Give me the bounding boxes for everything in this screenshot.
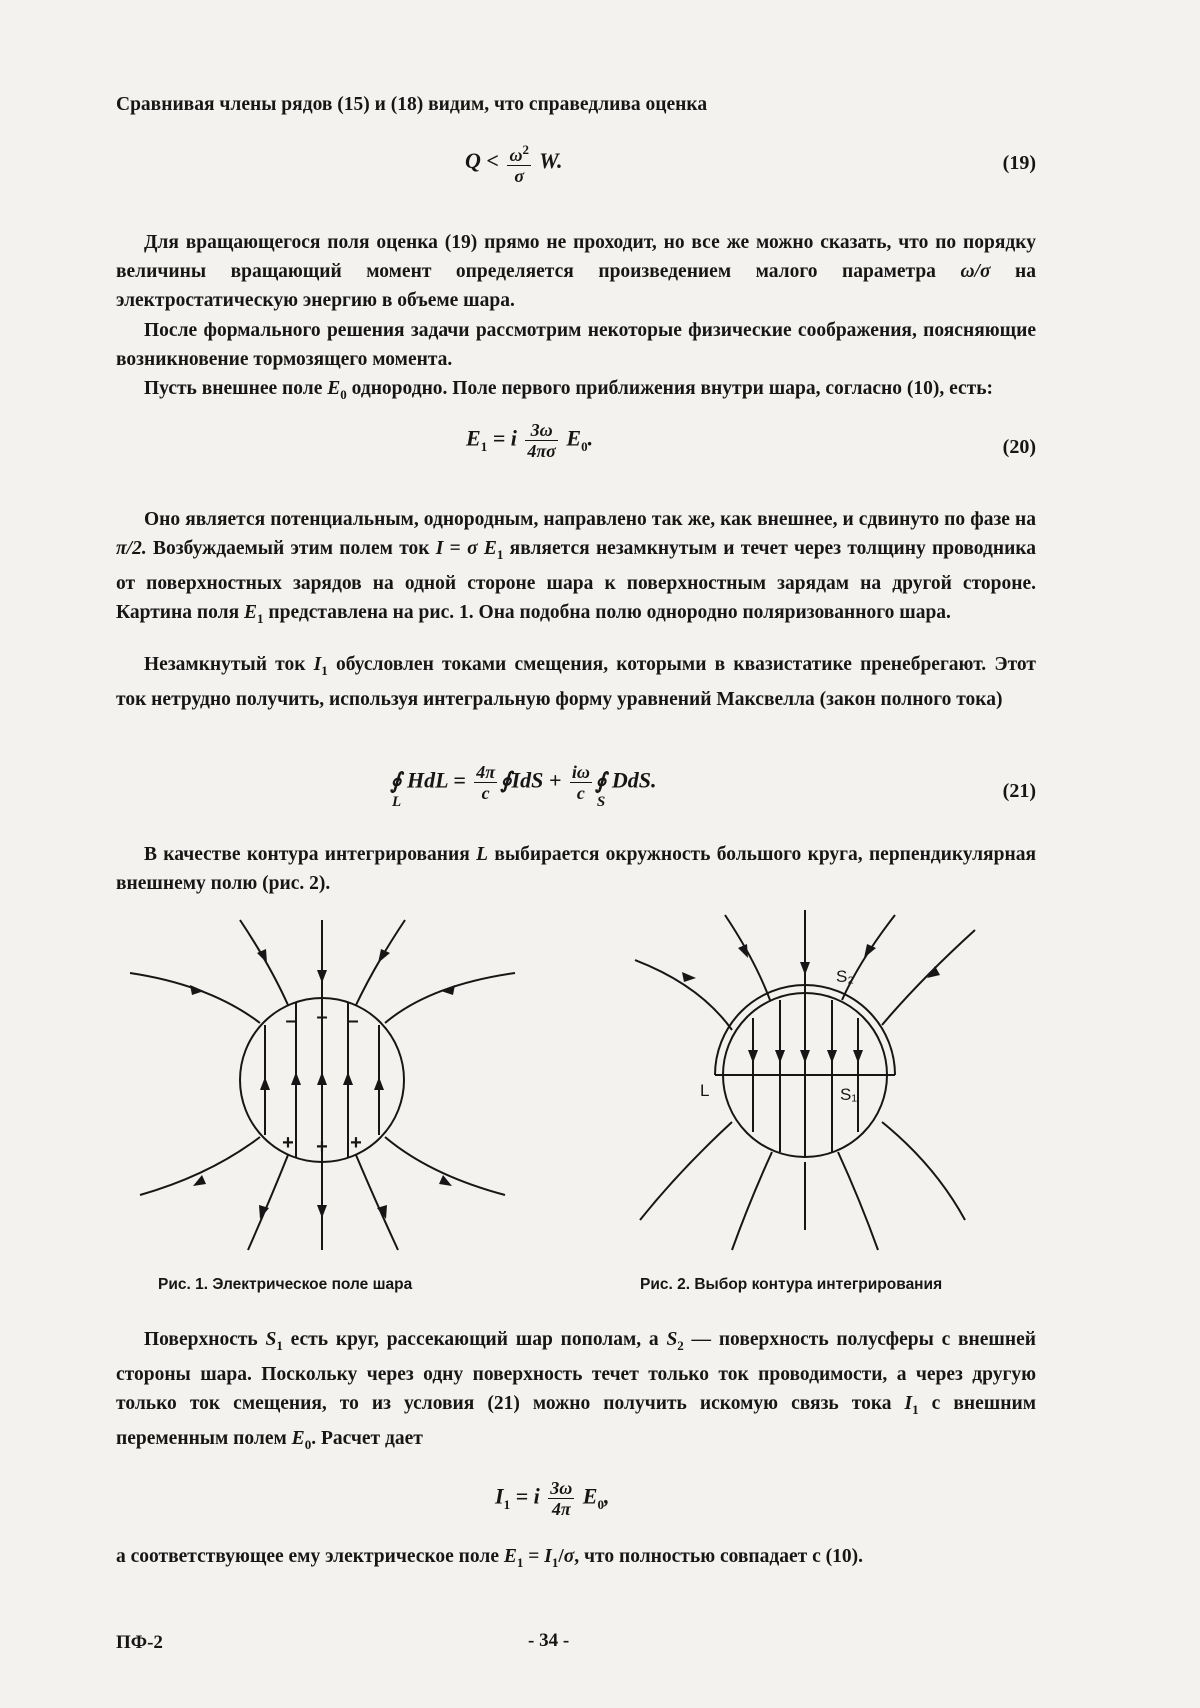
paragraph-5: Оно является потенциальным, однородным, направлено так же, как внешнее, и сдвинуто по фазе на π/2. Возбуждаемый этим полем ток I = σ $E_1$ является незамкнутым и течет через толщину проводника от поверхностных зарядов на одной стороне шара к поверхностным зарядам на другой стороне. Картина поля $E_1$ представлена на рис. 1. Она подобна полю однородно поляризованного шара. [116,509,1037,626]
paragraph-1 [116,90,1036,119]
paragraph-4: Пусть внешнее поле $E_0$ однородно. Поле первого приближения внутри шара, согласно (10), есть: [144,378,993,402]
page-number: - 34 - [528,1630,570,1651]
figure-1-plus-label: + [316,1136,328,1158]
equation-20-number: (20) [1002,436,1036,458]
figure-1-minus-label: – [285,1010,297,1032]
figure-2-S1-label: S₁ [840,1085,858,1104]
figure-1-minus-label: – [316,1006,328,1028]
figure-1-electric-field-of-sphere [120,905,580,1265]
figure-1-plus-label: + [282,1132,294,1154]
equation-19: Q < $\frac{\omega^2}{\sigma}$ W. [465,142,563,186]
footer-code: ПФ-2 [116,1632,163,1653]
equation-21: ∮ L HdL = $\frac{4\pi}{c}$ ∮IdS + $\frac{i\omega}{c}$ ∮ S DdS. [390,762,657,810]
paragraph-2: Для вращающегося поля оценка (19) прямо не проходит, но все же можно сказать, что по порядку величины вращающий момент определяется произведением малого параметра ω/σ на электростатическую энергию в объеме шара. [116,232,1036,311]
paragraph-6: Незамкнутый ток $I_1$ обусловлен токами смещения, которыми в квазистатике пренебрегают. Этот ток нетрудно получить, используя интегральную форму уравнений Максвелла (закон полного тока) [116,654,1036,710]
paragraph-1-text: Сравнивая члены рядов (15) и (18) видим, что справедлива оценка [116,94,708,115]
paragraph-3: После формального решения задачи рассмотрим некоторые физические соображения, поясняющие возникновение тормозящего момента. [116,320,1036,370]
equation-19-number: (19) [1002,152,1036,174]
equation-current: $I_1 = i$ $\frac{3\omega}{4\pi}$ $E_0$, [495,1478,610,1519]
figure-2-S2-label: S₂ [836,967,854,986]
figure-2-integration-contour [620,900,1040,1260]
paragraph-9: а соответствующее ему электрическое поле $E_1 = I_1/\sigma$, что полностью совпадает с (10). [116,1546,864,1570]
paragraph-7: В качестве контура интегрирования L выбирается окружность большого круга, перпендикулярная внешнему полю (рис. 2). [116,844,1036,894]
figure-2-L-label: L [700,1081,710,1100]
figure-2-caption: Рис. 2. Выбор контура интегрирования [640,1276,943,1293]
paragraph-8: Поверхность $S_1$ есть круг, рассекающий шар пополам, а $S_2$ — поверхность полусферы с внешней стороны шара. Поскольку через одну поверхность течет только ток проводимости, а через другую только ток смещения, то из условия (21) можно получить искомую связь тока $I_1$ с внешним переменным полем $E_0$. Расчет дает [116,1329,1037,1452]
equation-21-number: (21) [1002,780,1036,802]
figure-1-plus-label: + [350,1132,362,1154]
equation-20: $E_1 = i$ $\frac{3\omega}{4\pi\sigma}$ $E_0$. [466,420,594,461]
figure-1-caption: Рис. 1. Электрическое поле шара [158,1276,413,1293]
figure-1-minus-label: – [347,1010,359,1032]
